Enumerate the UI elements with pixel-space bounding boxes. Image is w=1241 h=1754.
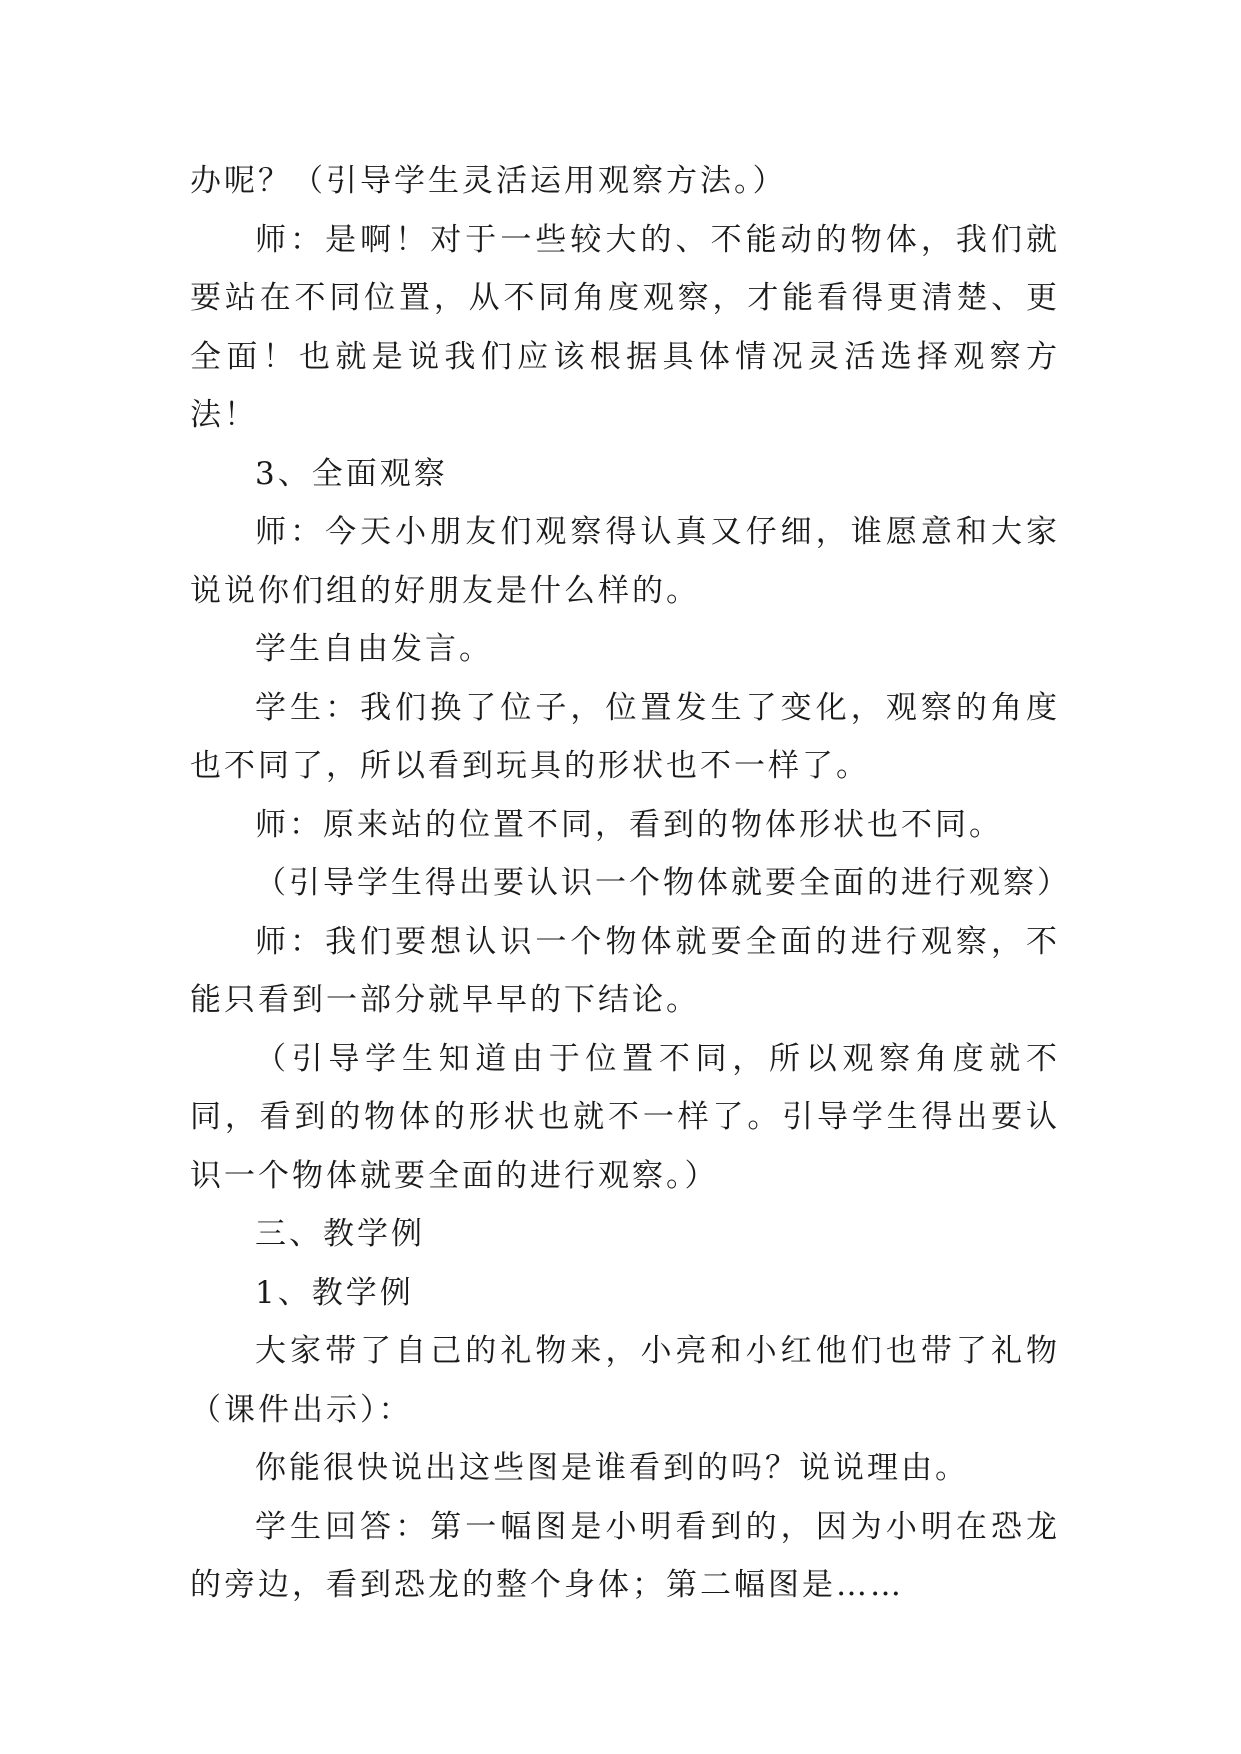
document-body	[190, 152, 1071, 1615]
heading-comprehensive-observation: 3、全面观察	[255, 455, 448, 492]
paragraph-teacher-question: 师：今天小朋友们观察得认真又仔细，谁愿意和大家说说你们组的好朋友是什么样的。	[190, 514, 1060, 609]
paragraph-question-who-saw: 你能很快说出这些图是谁看到的吗？说说理由。	[255, 1450, 969, 1486]
paragraph-student-reply: 学生回答：第一幅图是小明看到的，因为小明在恐龙的旁边，看到恐龙的整个身体；第二幅图是……	[190, 1508, 1060, 1603]
paragraph-guidance-note: （引导学生得出要认识一个物体就要全面的进行观察）	[255, 865, 1071, 901]
paragraph-free-speech: 学生自由发言。	[255, 631, 493, 667]
paragraph-teacher-conclusion: 师：我们要想认识一个物体就要全面的进行观察，不能只看到一部分就早早的下结论。	[190, 923, 1060, 1018]
paragraph-student-answer: 学生：我们换了位子，位置发生了变化，观察的角度也不同了，所以看到玩具的形状也不一样了。	[190, 689, 1060, 784]
paragraph-teacher-flexible-observation: 师：是啊！对于一些较大的、不能动的物体，我们就要站在不同位置，从不同角度观察，才能看得更清楚、更全面！也就是说我们应该根据具体情况灵活选择观察方法！	[190, 221, 1060, 433]
paragraph-continuation: 办呢？（引导学生灵活运用观察方法。）	[190, 163, 787, 199]
paragraph-gifts: 大家带了自己的礼物来，小亮和小红他们也带了礼物（课件出示）：	[190, 1333, 1060, 1428]
heading-teaching-example-1: 1、教学例	[255, 1274, 414, 1311]
paragraph-teacher-summary: 师：原来站的位置不同，看到的物体形状也不同。	[255, 806, 1003, 843]
heading-teaching-example: 三、教学例	[255, 1216, 425, 1252]
paragraph-guidance-detail: （引导学生知道由于位置不同，所以观察角度就不同，看到的物体的形状也就不一样了。引导学生得出要认识一个物体就要全面的进行观察。）	[190, 1040, 1060, 1194]
